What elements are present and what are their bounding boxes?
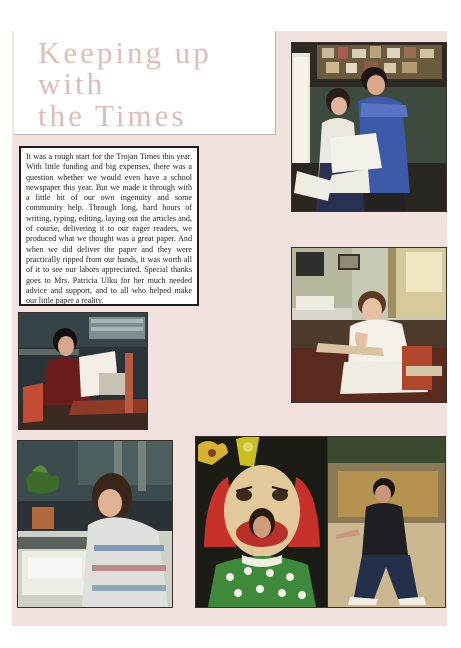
story-text-box: [19, 146, 199, 306]
photo-clown-cutout: [196, 437, 328, 607]
headline-line-1: Keeping up: [38, 35, 212, 70]
headline-box: [14, 31, 276, 135]
story-paragraph: It was a rough start for the Trojan Times this year. With little funding and big expenses, there was a question whether we would even have a school newspaper this year. But we made it through with a little bit of our own ingenuity and some community help. Through long, hard hours of writing, typing, editing, laying out the articles and, of course, delivering it to our eager readers, we produced what we thought was a great paper. And when we did deliver the paper and they were practically ripped from our hands, it was worth all of it to see our labors appreciated. Special thanks goes to Mrs. Patricia Ulku for her much needed advice and support, and to all who helped make our little paper a reality.: [26, 152, 192, 306]
photo-student-pointing: [328, 437, 445, 607]
photo-girl-at-typewriter: [18, 441, 172, 607]
photo-students-reading-paper: [292, 43, 446, 211]
headline-line-2: with: [38, 66, 106, 101]
photo-student-at-desk: [292, 248, 446, 402]
headline-line-3: the Times: [38, 98, 187, 133]
photo-girl-reading: [19, 313, 147, 429]
